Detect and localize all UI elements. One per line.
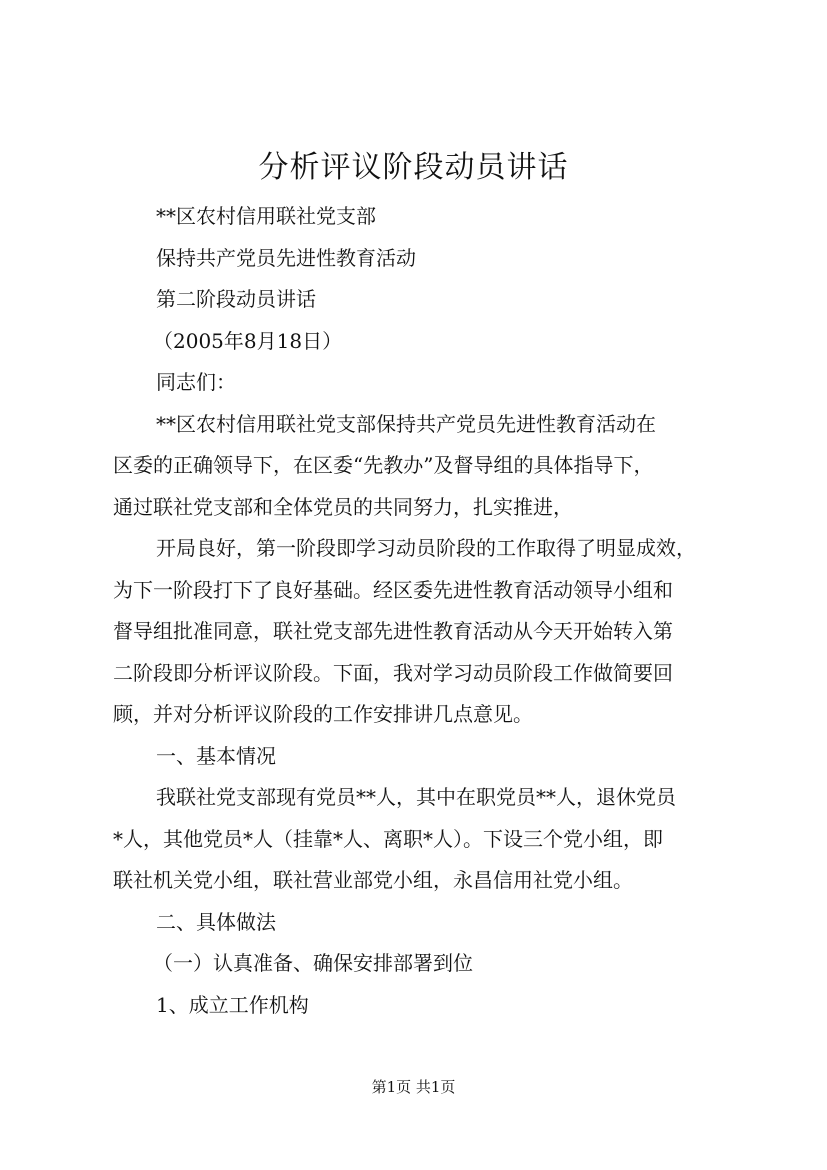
item-heading: 1、成立工作机构 xyxy=(156,992,309,1017)
body-line: 我联社党支部现有党员**人，其中在职党员**人，退休党员 xyxy=(156,785,676,809)
body-line: 第二阶段动员讲话 xyxy=(156,287,316,311)
section-heading: 一、基本情况 xyxy=(156,743,276,768)
body-line: 为下一阶段打下了良好基础。经区委先进性教育活动领导小组和 xyxy=(113,577,673,602)
body-line: 区委的正确领导下，在区委“先教办”及督导组的具体指导下， xyxy=(113,453,654,477)
body-line: 同志们： xyxy=(156,370,236,394)
body-line: 开局良好，第一阶段即学习动员阶段的工作取得了明显成效， xyxy=(156,536,696,560)
body-line: **区农村信用联社党支部 xyxy=(156,204,376,228)
page-footer: 第1页 共1页 xyxy=(371,1078,456,1096)
body-line: 通过联社党支部和全体党员的共同努力，扎实推进， xyxy=(113,494,573,519)
page-title: 分析评议阶段动员讲话 xyxy=(258,150,569,185)
body-line: （2005年8月18日） xyxy=(153,328,343,353)
body-line: 顾，并对分析评议阶段的工作安排讲几点意见。 xyxy=(113,702,533,726)
document-body xyxy=(113,196,725,1026)
section-heading: 二、具体做法 xyxy=(156,909,276,934)
body-line: **区农村信用联社党支部保持共产党员先进性教育活动在 xyxy=(156,411,656,436)
body-line: *人，其他党员*人（挂靠*人、离职*人）。下设三个党小组，即 xyxy=(113,826,663,851)
subsection-heading: （一）认真准备、确保安排部署到位 xyxy=(153,951,473,975)
body-line: 督导组批准同意，联社党支部先进性教育活动从今天开始转入第 xyxy=(113,619,673,643)
body-line: 保持共产党员先进性教育活动 xyxy=(156,245,416,270)
body-line: 联社机关党小组，联社营业部党小组，永昌信用社党小组。 xyxy=(113,868,633,892)
body-line: 二阶段即分析评议阶段。下面，我对学习动员阶段工作做简要回 xyxy=(113,660,673,685)
